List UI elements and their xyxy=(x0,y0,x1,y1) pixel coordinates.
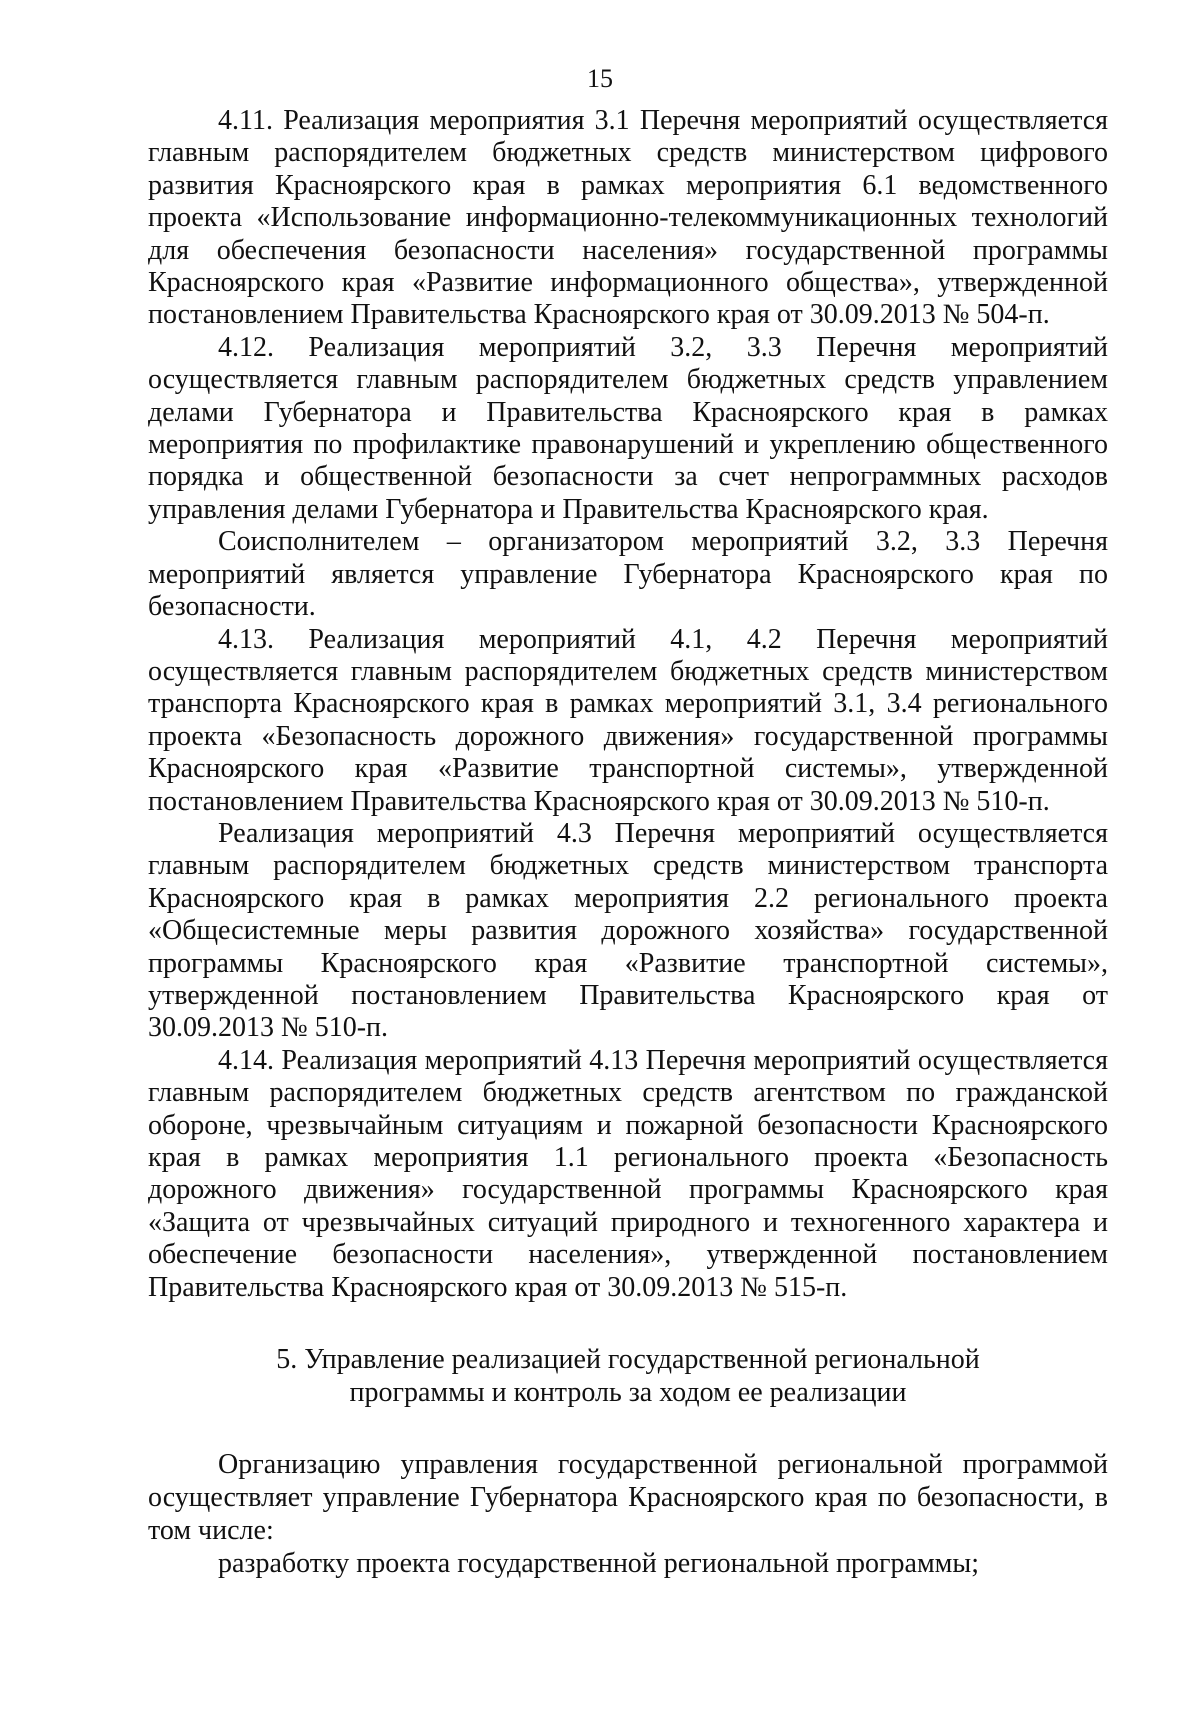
paragraph-co-executor: Соисполнителем – организатором мероприятий 3.2, 3.3 Перечня мероприятий является управление Губернатора Красноярского края по безопасности. xyxy=(148,526,1108,623)
paragraph-4-14: 4.14. Реализация мероприятий 4.13 Перечня мероприятий осуществляется главным распорядителем бюджетных средств агентством по гражданской обороне, чрезвычайным ситуациям и пожарной безопасности Красноярского края в рамках мероприятия 1.1 регионального проекта «Безопасность дорожного движения» государственной программы Красноярского края «Защита от чрезвычайных ситуаций природного и техногенного характера и обеспечение безопасности населения», утвержденной постановлением Правительства Красноярского края от 30.09.2013 № 515-п. xyxy=(148,1044,1108,1303)
section-5-heading xyxy=(148,1343,1108,1409)
paragraph-4-13: 4.13. Реализация мероприятий 4.1, 4.2 Перечня мероприятий осуществляется главным распорядителем бюджетных средств министерством транспорта Красноярского края в рамках мероприятий 3.1, 3.4 регионального проекта «Безопасность дорожного движения» государственной программы Красноярского края «Развитие транспортной системы», утвержденной постановлением Правительства Красноярского края от 30.09.2013 № 510-п. xyxy=(148,623,1108,817)
section5-body xyxy=(148,1448,1108,1580)
section-5-heading-line-1: 5. Управление реализацией государственной региональной xyxy=(276,1344,980,1375)
page-number: 15 xyxy=(587,64,613,93)
section-5-heading-line-2: программы и контроль за ходом ее реализации xyxy=(349,1377,907,1408)
paragraph-5-management: Организацию управления государственной региональной программой осуществляет управление Губернатора Красноярского края по безопасности, в том числе: xyxy=(148,1449,1108,1546)
paragraph-4-11: 4.11. Реализация мероприятия 3.1 Перечня мероприятий осуществляется главным распорядителем бюджетных средств министерством цифрового развития Красноярского края в рамках мероприятия 6.1 ведомственного проекта «Использование информационно-телекоммуникационных технологий для обеспечения безопасности населения» государственной программы Красноярского края «Развитие информационного общества», утвержденной постановлением Правительства Красноярского края от 30.09.2013 № 504-п. xyxy=(148,105,1108,331)
paragraph-4-13-continued: Реализация мероприятий 4.3 Перечня мероприятий осуществляется главным распорядителем бюджетных средств министерством транспорта Красноярского края в рамках мероприятия 2.2 регионального проекта «Общесистемные меры развития дорожного хозяйства» государственной программы Красноярского края «Развитие транспортной системы», утвержденной постановлением Правительства Красноярского края от 30.09.2013 № 510-п. xyxy=(148,817,1108,1044)
section4-body xyxy=(148,105,1108,1304)
paragraph-5-item-draft: разработку проекта государственной региональной программы; xyxy=(218,1548,979,1579)
paragraph-4-12: 4.12. Реализация мероприятий 3.2, 3.3 Перечня мероприятий осуществляется главным распорядителем бюджетных средств управлением делами Губернатора и Правительства Красноярского края в рамках мероприятия по профилактике правонарушений и укреплению общественного порядка и общественной безопасности за счет непрограммных расходов управления делами Губернатора и Правительства Красноярского края. xyxy=(148,331,1108,525)
